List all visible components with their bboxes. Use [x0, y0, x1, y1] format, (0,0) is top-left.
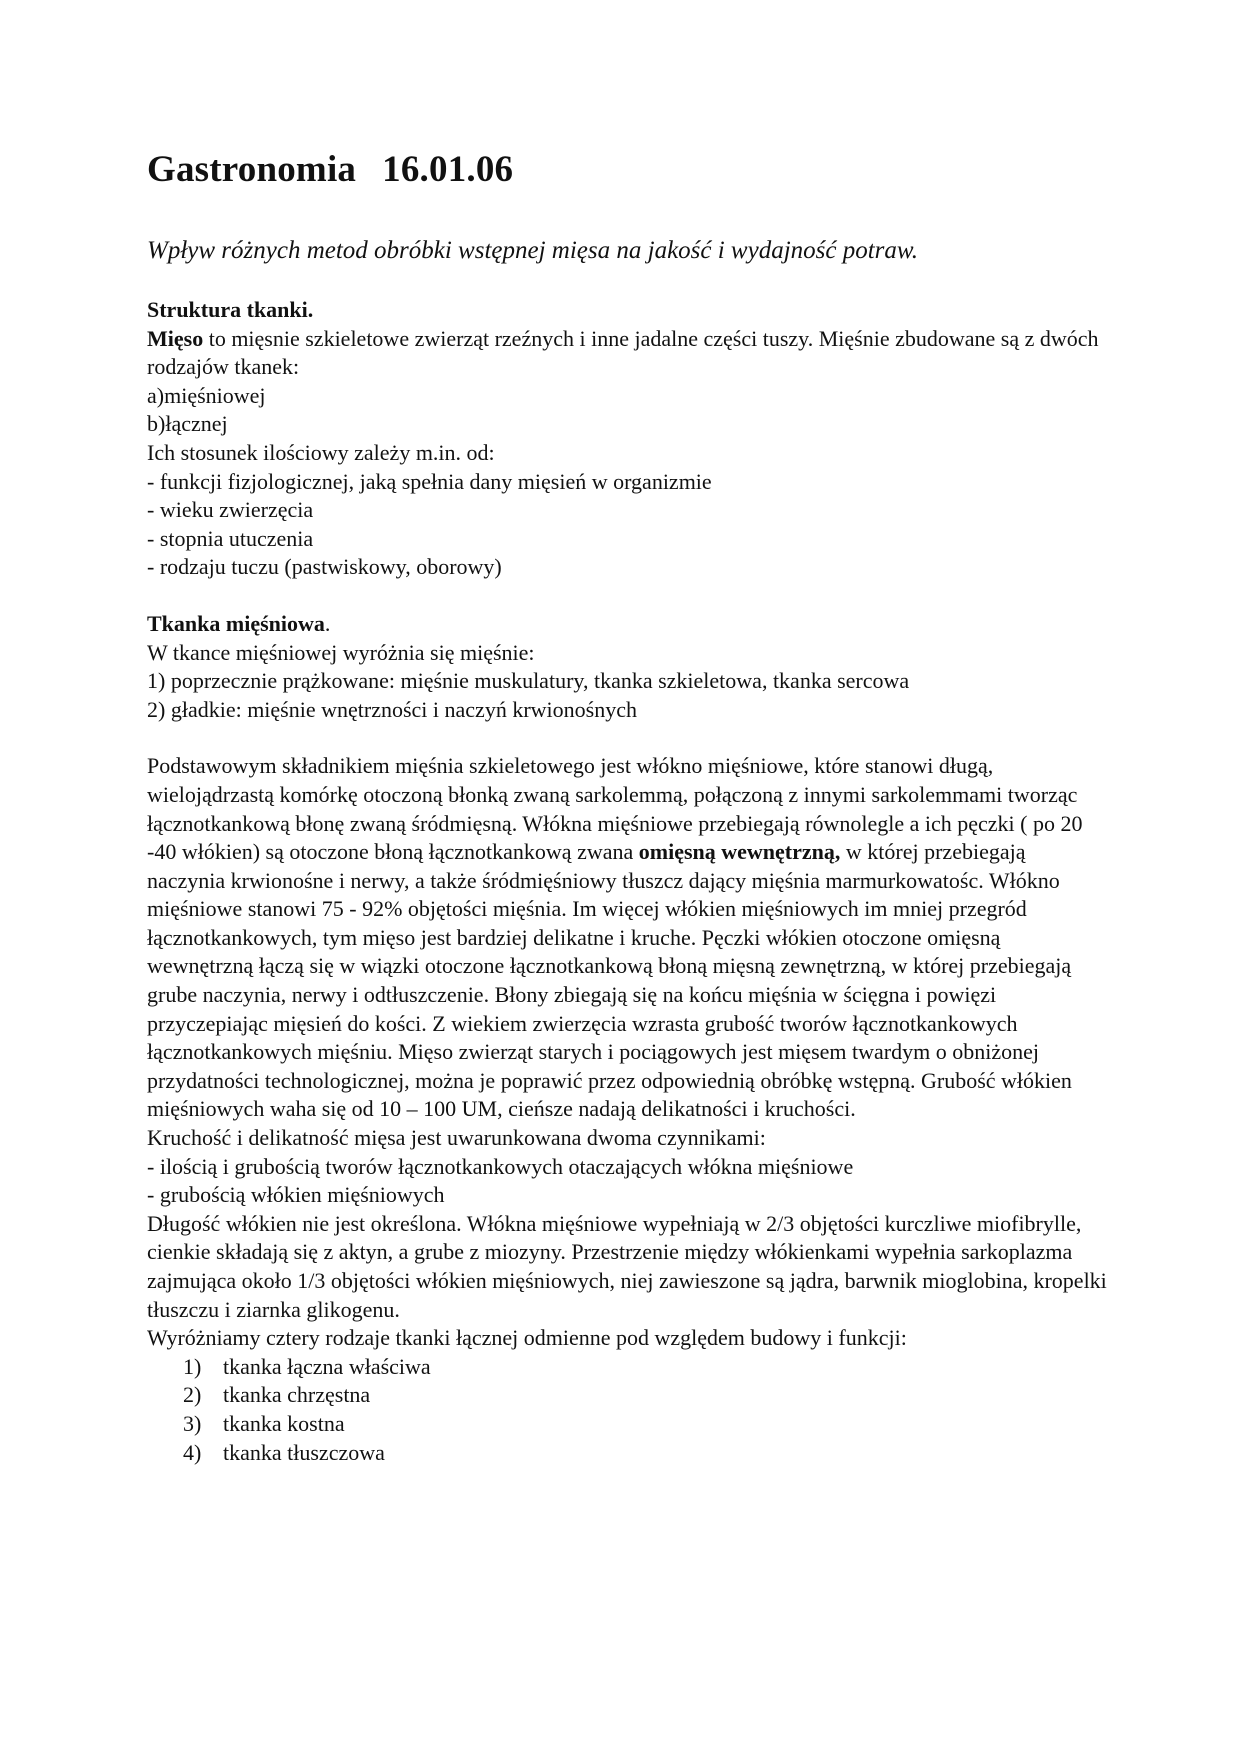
list-number: 3) — [183, 1410, 202, 1436]
tissue-item: a)mięśniowej — [147, 382, 266, 408]
muscle-type-item: 2) gładkie: mięśnie wnętrzności i naczyń krwionośnych — [147, 696, 637, 722]
factor-item: - funkcji fizjologicznej, jaką spełnia dany mięsień w organizmie — [147, 468, 712, 494]
factor-item: - wieku zwierzęcia — [147, 497, 314, 523]
intro-bold-term: Mięso — [147, 325, 204, 351]
list-item — [147, 1381, 1107, 1410]
list-item — [147, 1410, 1107, 1439]
section-muscle-tissue — [147, 610, 1107, 724]
tissue-item: b)łącznej — [147, 411, 228, 437]
intro-rest: to mięsnie szkieletowe zwierząt rzeźnych i inne jadalne części tuszy. Mięśnie zbudowane są z dwóch rodzajów tkanek: — [147, 325, 1099, 380]
list-label: tkanka chrzęstna — [223, 1382, 371, 1408]
muscle-heading-dot: . — [324, 610, 331, 636]
page-title — [147, 150, 1107, 190]
tenderness-factor: - ilością i grubością tworów łącznotkankowych otaczających włókna mięśniowe — [147, 1153, 854, 1179]
connective-tissue-list — [147, 1353, 1107, 1467]
tenderness-intro: Kruchość i delikatność mięsa jest uwarunkowana dwoma czynnikami: — [147, 1125, 766, 1151]
document-body — [147, 266, 1107, 1467]
list-label: tkanka kostna — [223, 1410, 345, 1436]
section-fiber — [147, 752, 1107, 1467]
factor-item: - stopnia utuczenia — [147, 525, 314, 551]
list-label: tkanka tłuszczowa — [223, 1439, 385, 1465]
list-number: 1) — [183, 1353, 202, 1379]
list-item — [147, 1353, 1107, 1382]
section-structure — [147, 296, 1107, 582]
list-item — [147, 1439, 1107, 1468]
subtitle: Wpływ różnych metod obróbki wstępnej mięsa na jakość i wydajność potraw. — [147, 237, 918, 264]
ratio-intro: Ich stosunek ilościowy zależy m.in. od: — [147, 439, 495, 465]
section-heading-structure: Struktura tkanki. — [147, 297, 314, 322]
fiber-paragraph-part2: w której przebiegają naczynia krwionośne i nerwy, a także śródmięśniowy tłuszcz dający mięśnia marmurkowatośc. Włókno mięśniowe stanowi 75 - 92% objętości mięśnia. Im więcej włókien mięśniowych im mniej przegród łącznotkankowych, tym mięso jest bardziej delikatne i kruche. Pęczki włókien otoczone omięsną wewnętrzną łączą się w wiązki otoczone łącznotkankową błoną mięsną zewnętrzną, w której przebiegają grube naczynia, nerwy i odtłuszczenie. Błony zbiegają się na końcu mięśnia w ścięgna i powięzi przyczepiając mięsień do kości. Z wiekiem zwierzęcia wzrasta grubość tworów łącznotkankowych łącznotkankowych mięśniu. Mięso zwierząt starych i pociągowych jest mięsem twardym o obniżonej przydatności technologicznej, można je poprawić przez odpowiednią obróbkę wstępną. Grubość włókien mięśniowych waha się od 10 – 100 UM, cieńsze nadają delikatności i kruchości. — [147, 839, 1072, 1122]
section-heading-muscle — [147, 610, 1107, 639]
connective-intro: Wyróżniamy cztery rodzaje tkanki łącznej odmienne pod względem budowy i funkcji: — [147, 1325, 907, 1351]
list-number: 4) — [183, 1439, 202, 1465]
fiber-paragraph-part1: Podstawowym składnikiem mięśnia szkieletowego jest włókno mięśniowe, które stanowi długą, wielojądrzastą komórkę otoczoną błonką zwaną sarkolemmą, połączoną z innymi sarkolemmami tworząc łącznotkankową błonę zwaną śródmięsną. Włókna mięśniowe przebiegają równolegle a ich pęczki ( po 20 -40 włókien) są otoczone błoną łącznotkankową zwana — [147, 753, 1083, 865]
factor-item: - rodzaju tuczu (pastwiskowy, oborowy) — [147, 554, 502, 580]
tenderness-factor: - grubością włókien mięśniowych — [147, 1182, 445, 1208]
title-date: 16.01.06 — [382, 149, 514, 190]
muscle-type-item: 1) poprzecznie prążkowane: mięśnie muskulatury, tkanka szkieletowa, tkanka sercowa — [147, 668, 910, 694]
title-text: Gastronomia — [147, 149, 357, 190]
fiber-length-paragraph: Długość włókien nie jest określona. Włókna mięśniowe wypełniają w 2/3 objętości kurczliwe miofibrylle, cienkie składają się z aktyn, a grube z miozyny. Przestrzenie między włókienkami wypełnia sarkoplazma zajmująca około 1/3 objętości włókien mięśniowych, niej zawieszone są jądra, barwnik mioglobina, kropelki tłuszczu i ziarnka glikogenu. — [147, 1210, 1107, 1322]
list-number: 2) — [183, 1382, 202, 1408]
list-label: tkanka łączna właściwa — [223, 1353, 431, 1379]
fiber-paragraph — [147, 752, 1107, 1124]
fiber-paragraph-bold: omięsną wewnętrzną, — [638, 839, 841, 865]
muscle-heading-text: Tkanka mięśniowa — [147, 610, 325, 636]
muscle-intro: W tkance mięśniowej wyróżnia się mięśnie: — [147, 639, 535, 665]
intro-paragraph — [147, 325, 1107, 382]
document-page — [147, 150, 1107, 1467]
